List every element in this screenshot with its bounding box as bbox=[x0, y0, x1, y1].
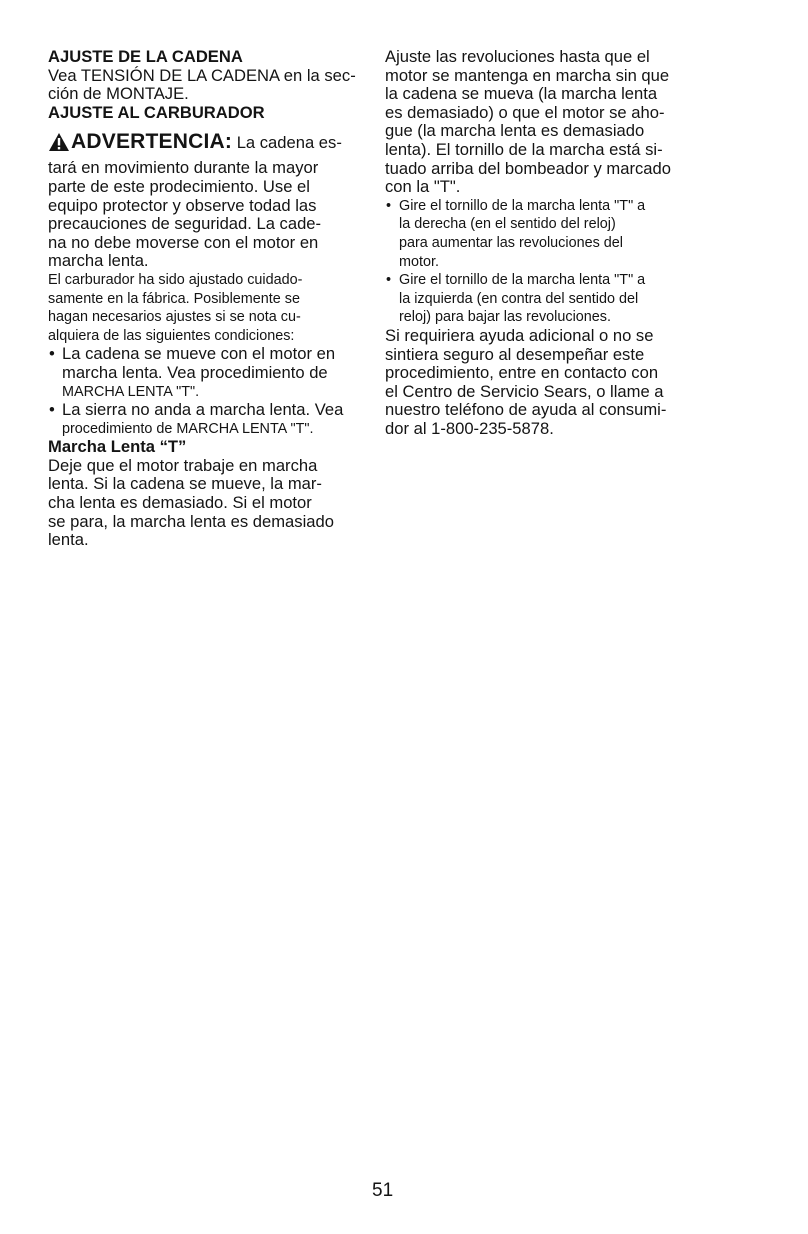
bullet-item-text: la derecha (en el sentido del reloj) bbox=[399, 216, 616, 233]
factory-text: hagan necesarios ajustes si se nota cu- bbox=[48, 309, 301, 326]
intro-text: la cadena se mueva (la marcha lenta bbox=[385, 84, 658, 104]
intro-text: Ajuste las revoluciones hasta que el bbox=[385, 47, 650, 66]
intro-text: motor se mantenga en marcha sin que bbox=[385, 65, 670, 85]
bullet-item-text: motor. bbox=[399, 253, 439, 270]
factory-text: samente en la fábrica. Posiblemente se bbox=[48, 290, 300, 307]
bullet-item: • La sierra no anda a marcha lenta. Vea bbox=[48, 401, 366, 420]
bullet-item-text: marcha lenta. Vea procedimiento de bbox=[62, 362, 328, 382]
help-text: sintiera seguro al desempeñar este bbox=[385, 344, 645, 364]
factory-text: El carburador ha sido ajustado cuidado- bbox=[48, 271, 303, 288]
chain-adjust-heading: AJUSTE DE LA CADENA bbox=[48, 47, 243, 66]
warning-label: ADVERTENCIA: bbox=[71, 130, 233, 154]
warning-paragraph bbox=[48, 130, 366, 159]
help-text: el Centro de Servicio Sears, o llame a bbox=[385, 381, 664, 401]
help-text: Si requiriera ayuda adicional o no se bbox=[385, 325, 654, 345]
warning-text: tará en movimiento durante la mayor bbox=[48, 158, 319, 178]
warning-text: La cadena es- bbox=[232, 133, 342, 153]
bullet-item-text: MARCHA LENTA "T". bbox=[62, 383, 200, 400]
factory-text: alquiera de las siguientes condiciones: bbox=[48, 327, 295, 344]
chain-adjust-text: ción de MONTAJE. bbox=[48, 84, 189, 104]
bullet-item-text: la izquierda (en contra del sentido del bbox=[399, 290, 639, 307]
idle-text: lenta. Si la cadena se mueve, la mar- bbox=[48, 474, 322, 494]
left-column bbox=[48, 48, 366, 550]
warning-text: marcha lenta. bbox=[48, 251, 149, 271]
bullet-item: • La cadena se mueve con el motor en bbox=[48, 345, 366, 364]
idle-text: cha lenta es demasiado. Si el motor bbox=[48, 493, 312, 513]
bullet-item-text: para aumentar las revoluciones del bbox=[399, 234, 623, 251]
bullet-item: • Gire el tornillo de la marcha lenta "T" a bbox=[385, 197, 703, 216]
intro-text: gue (la marcha lenta es demasiado bbox=[385, 121, 645, 141]
bullet-item: • Gire el tornillo de la marcha lenta "T" a bbox=[385, 271, 703, 290]
help-text: nuestro teléfono de ayuda al consumi- bbox=[385, 400, 667, 420]
chain-adjust-text: Vea TENSIÓN DE LA CADENA en la sec- bbox=[48, 65, 356, 85]
warning-text: precauciones de seguridad. La cade- bbox=[48, 214, 322, 234]
intro-text: con la "T". bbox=[385, 177, 461, 197]
intro-text: es demasiado) o que el motor se aho- bbox=[385, 102, 665, 122]
idle-text: Deje que el motor trabaje en marcha bbox=[48, 455, 318, 475]
warning-text: equipo protector y observe todad las bbox=[48, 195, 317, 215]
idle-text: lenta. bbox=[48, 530, 89, 550]
idle-heading: Marcha Lenta “T” bbox=[48, 437, 187, 457]
page-number: 51 bbox=[372, 1180, 394, 1201]
carburetor-adjust-heading: AJUSTE AL CARBURADOR bbox=[48, 102, 265, 122]
idle-text: se para, la marcha lenta es demasiado bbox=[48, 511, 334, 531]
warning-text: na no debe moverse con el motor en bbox=[48, 232, 319, 252]
warning-triangle-icon bbox=[48, 132, 70, 159]
bullet-item-text: procedimiento de MARCHA LENTA "T". bbox=[62, 420, 314, 437]
right-column bbox=[385, 48, 703, 438]
intro-text: lenta). El tornillo de la marcha está si- bbox=[385, 139, 663, 159]
warning-text: parte de este prodecimiento. Use el bbox=[48, 176, 310, 196]
help-text: dor al 1-800-235-5878. bbox=[385, 418, 554, 438]
intro-text: tuado arriba del bombeador y marcado bbox=[385, 158, 671, 178]
help-text: procedimiento, entre en contacto con bbox=[385, 363, 659, 383]
bullet-item-text: reloj) para bajar las revoluciones. bbox=[399, 309, 611, 326]
